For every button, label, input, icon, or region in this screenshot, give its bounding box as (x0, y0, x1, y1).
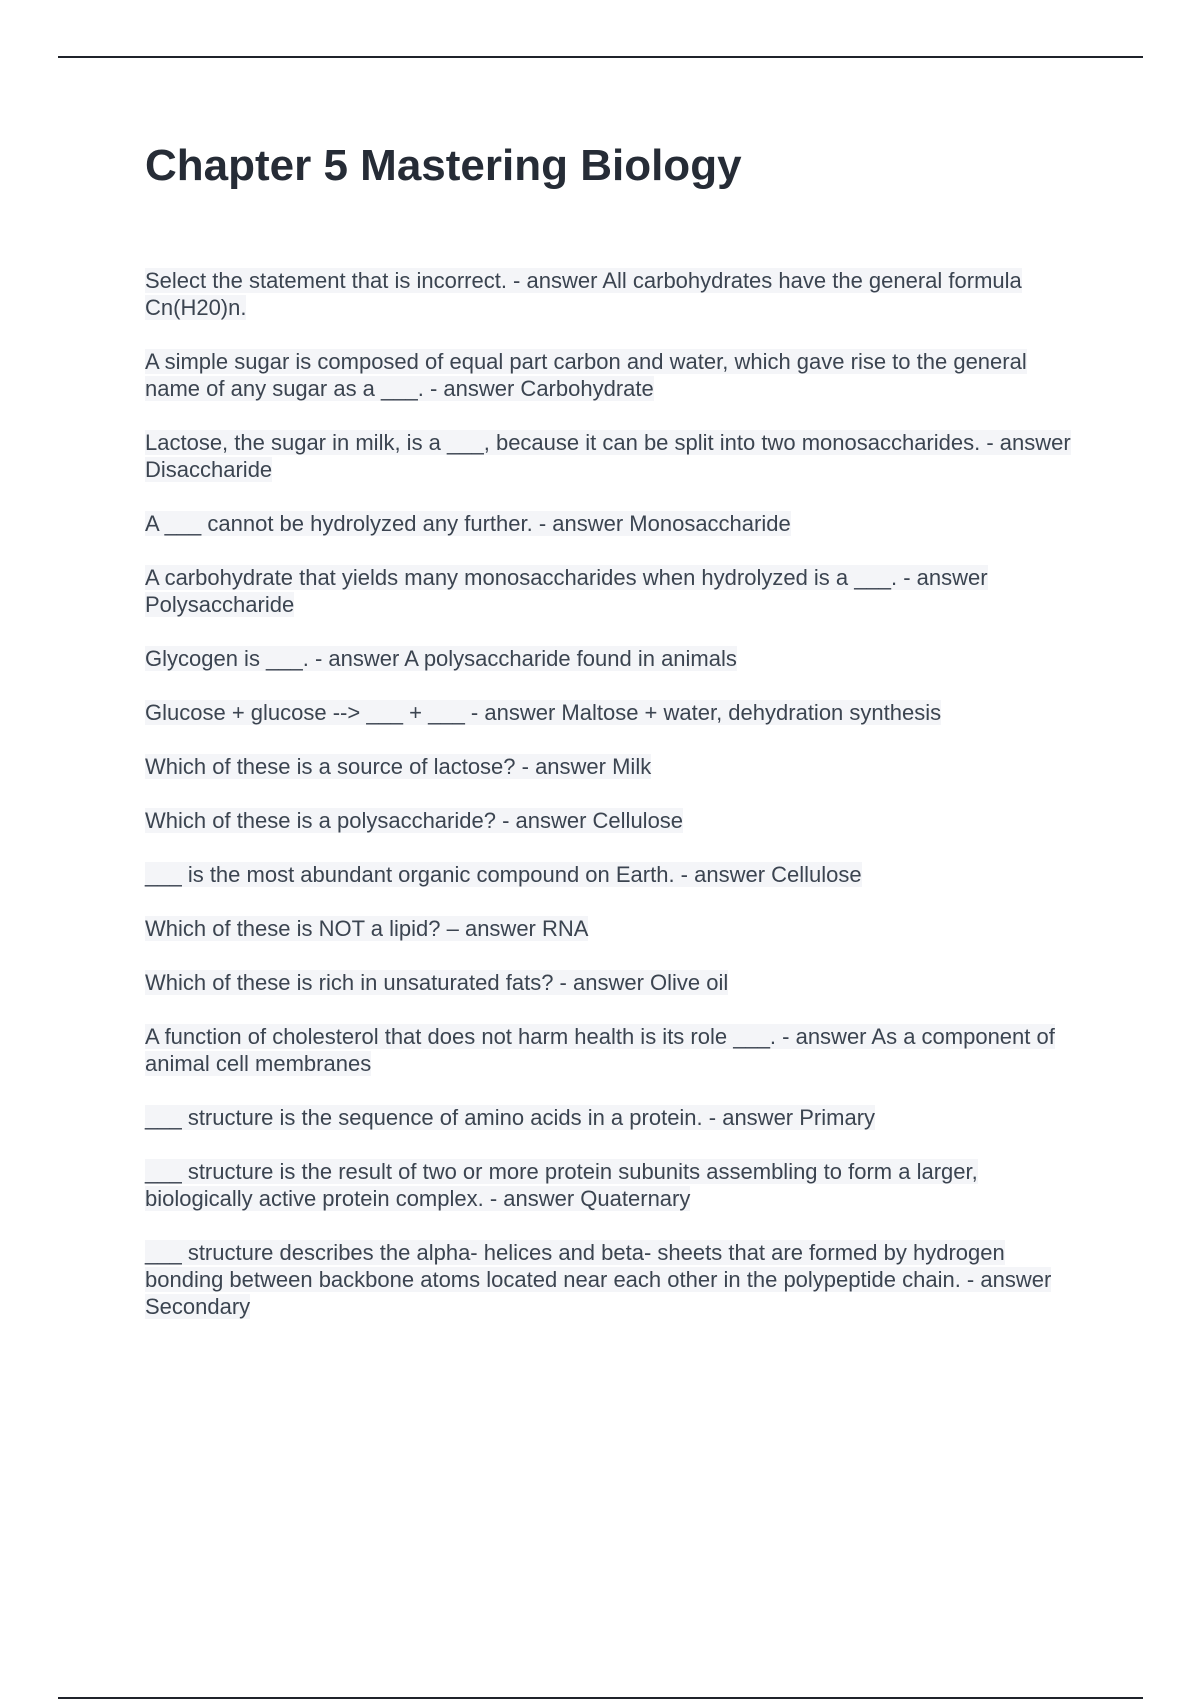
qa-item (145, 267, 1080, 321)
qa-item (145, 510, 1080, 537)
document-page (145, 140, 1080, 1347)
qa-text: Which of these is rich in unsaturated fats? - answer Olive oil (145, 969, 729, 995)
qa-text: Glucose + glucose --> ___ + ___ - answer Maltose + water, dehydration synthesis (145, 699, 942, 725)
qa-list (145, 267, 1080, 1320)
qa-item (145, 915, 1080, 942)
qa-item (145, 807, 1080, 834)
qa-text: A function of cholesterol that does not harm health is its role ___. - answer As a component of animal cell membranes (145, 1023, 1055, 1076)
qa-item (145, 699, 1080, 726)
qa-text: Which of these is a source of lactose? - answer Milk (145, 753, 652, 779)
qa-text: Lactose, the sugar in milk, is a ___, because it can be split into two monosaccharides. - answer Disaccharide (145, 429, 1071, 482)
qa-text: A ___ cannot be hydrolyzed any further. - answer Monosaccharide (145, 510, 791, 536)
qa-text: Which of these is a polysaccharide? - answer Cellulose (145, 807, 684, 833)
qa-item (145, 564, 1080, 618)
qa-item (145, 1239, 1080, 1320)
bottom-divider (58, 1697, 1143, 1699)
qa-item (145, 348, 1080, 402)
document-title: Chapter 5 Mastering Biology (145, 141, 742, 190)
qa-text: Glycogen is ___. - answer A polysaccharide found in animals (145, 645, 737, 671)
qa-text: ___ structure is the sequence of amino acids in a protein. - answer Primary (145, 1104, 876, 1130)
top-divider (58, 56, 1143, 58)
qa-item (145, 1158, 1080, 1212)
qa-item (145, 969, 1080, 996)
qa-text: A simple sugar is composed of equal part carbon and water, which gave rise to the general name of any sugar as a ___. - answer Carbohydrate (145, 348, 1027, 401)
qa-text: Select the statement that is incorrect. - answer All carbohydrates have the general formula Cn(H20)n. (145, 267, 1022, 320)
qa-item (145, 1104, 1080, 1131)
qa-item (145, 645, 1080, 672)
qa-text: A carbohydrate that yields many monosaccharides when hydrolyzed is a ___. - answer Polysaccharide (145, 564, 988, 617)
qa-text: ___ structure describes the alpha- helices and beta- sheets that are formed by hydrogen bonding between backbone atoms located near each other in the polypeptide chain. - answer Secondary (145, 1239, 1052, 1319)
qa-item (145, 429, 1080, 483)
qa-text: Which of these is NOT a lipid? – answer RNA (145, 915, 589, 941)
qa-text: ___ is the most abundant organic compound on Earth. - answer Cellulose (145, 861, 862, 887)
qa-text: ___ structure is the result of two or more protein subunits assembling to form a larger, biologically active protein complex. - answer Quaternary (145, 1158, 978, 1211)
qa-item (145, 753, 1080, 780)
qa-item (145, 1023, 1080, 1077)
qa-item (145, 861, 1080, 888)
